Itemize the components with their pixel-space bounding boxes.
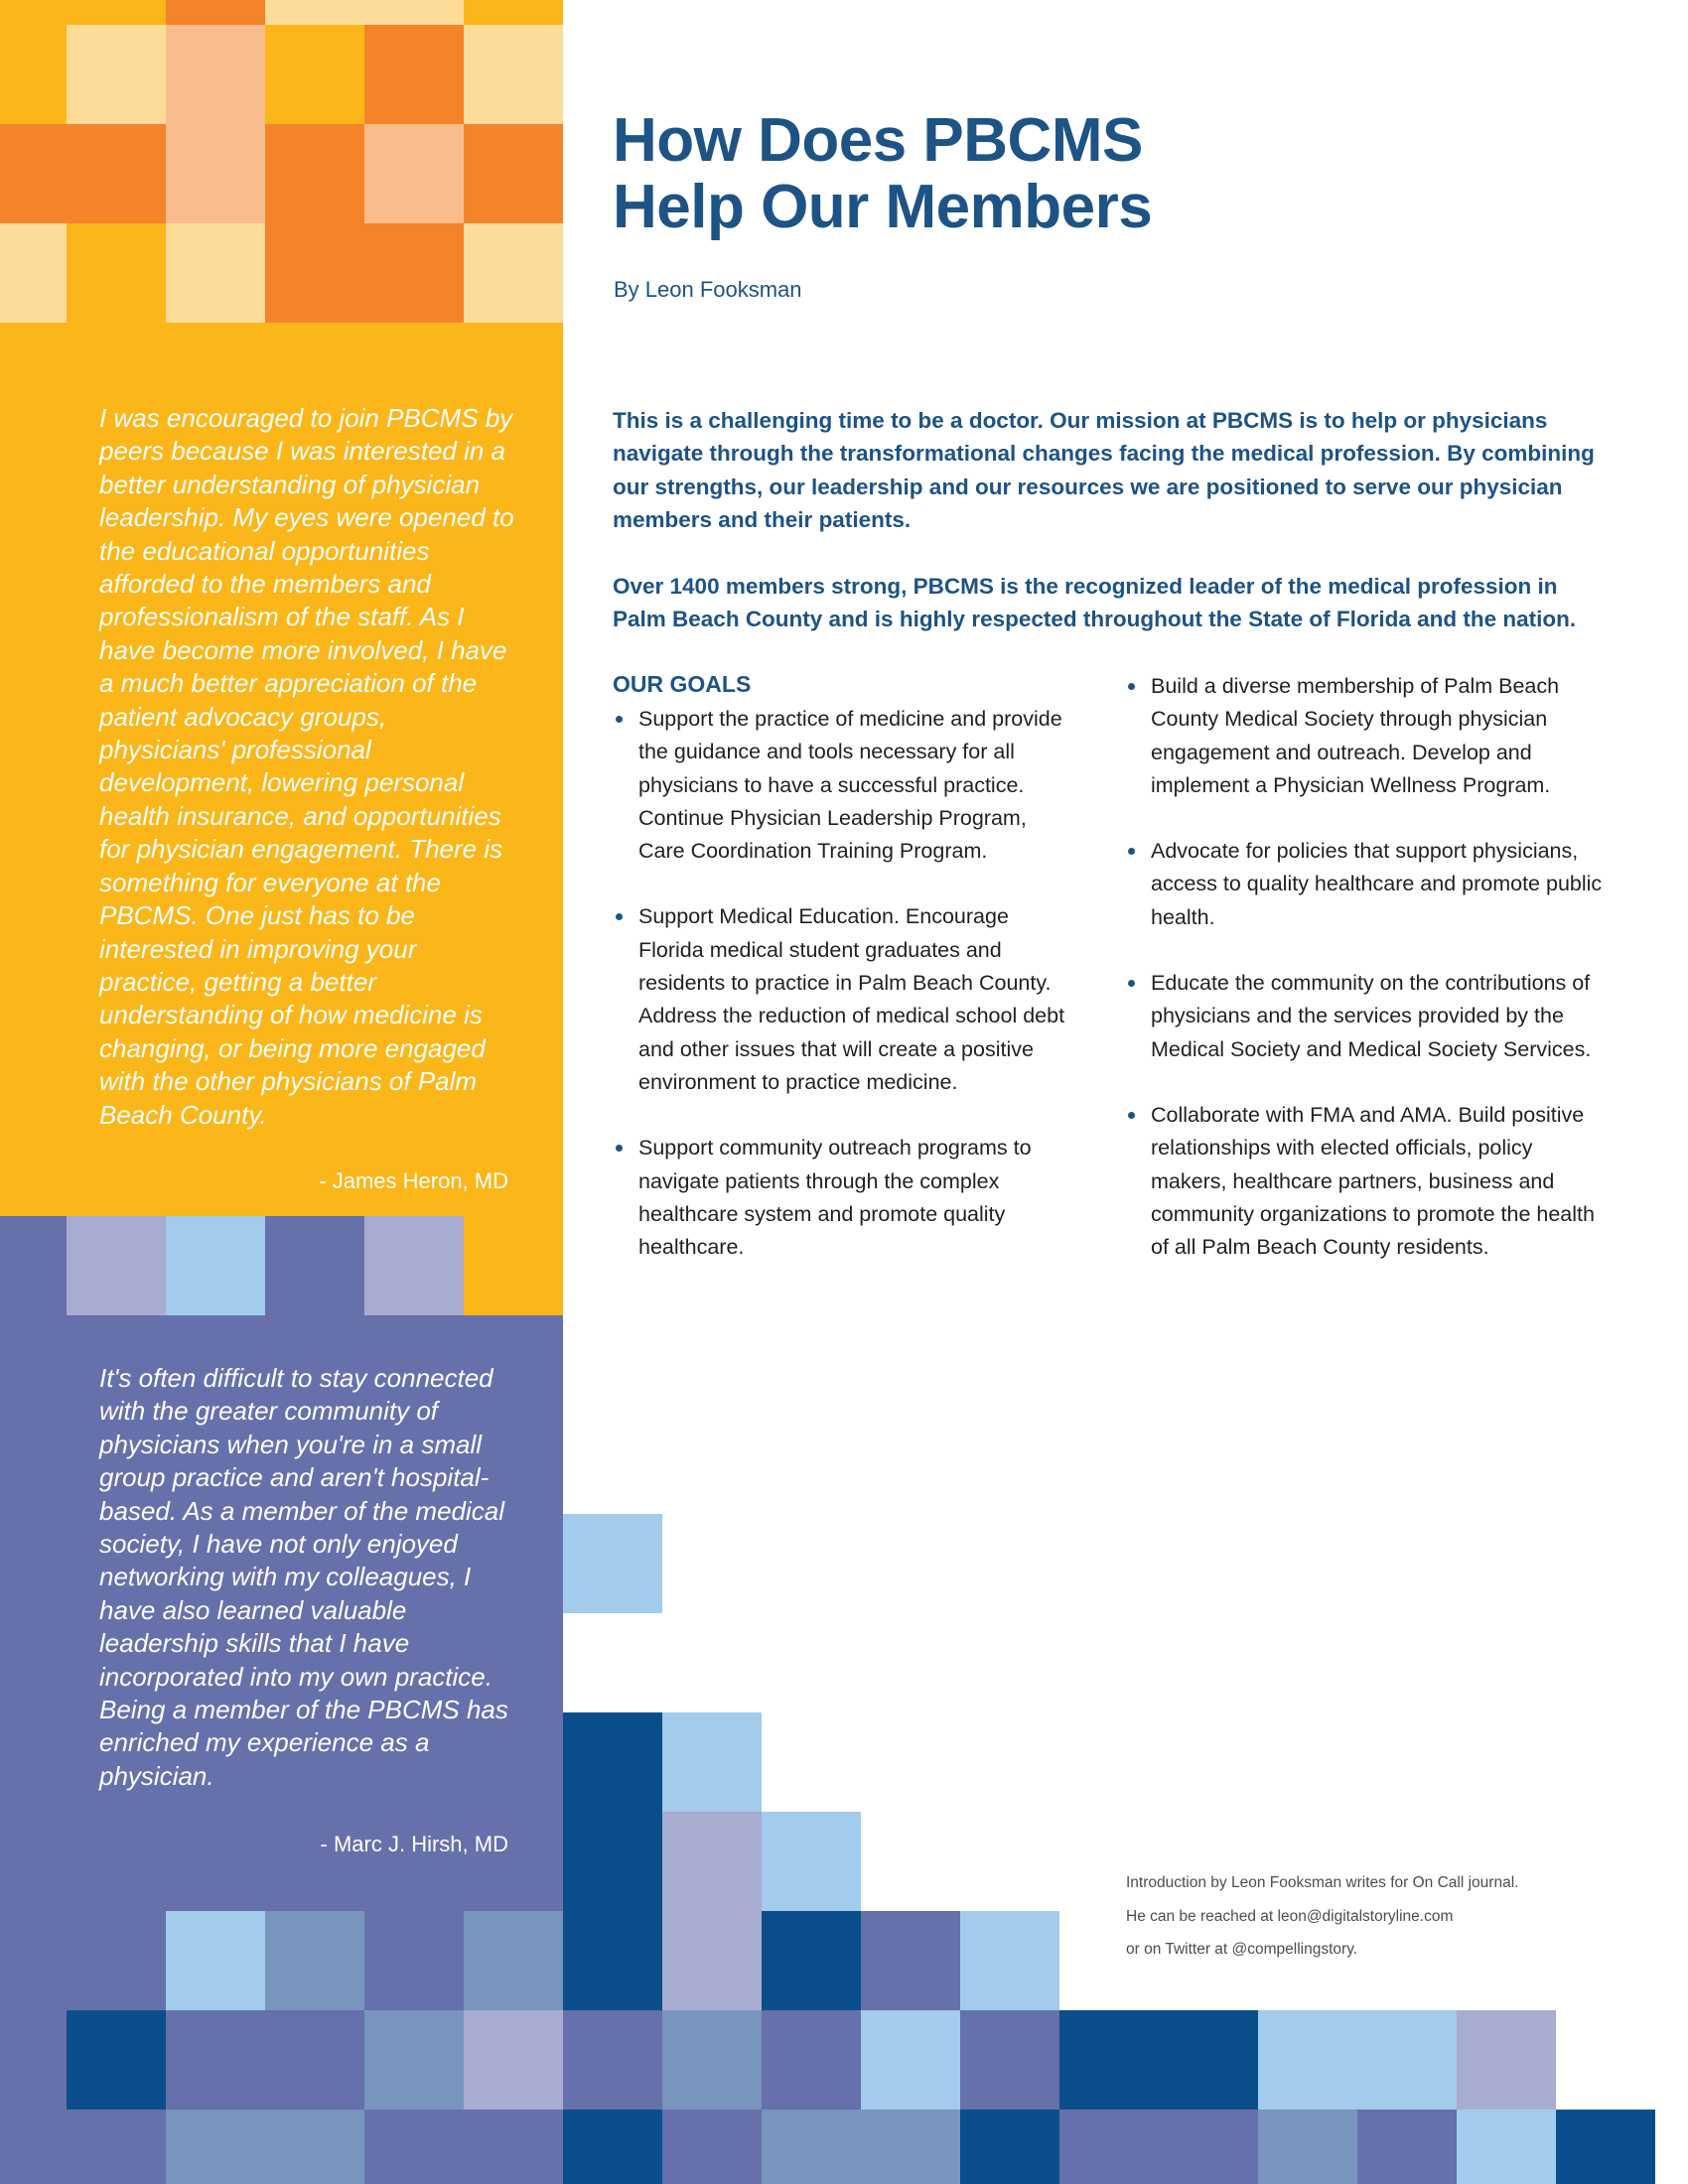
goal-text: Support the practice of medicine and provide the guidance and tools necessary for all physicians to have a successful practice. Continue Physician Leadership Program, Care Coordination Training Program.: [638, 707, 1062, 864]
bullet-icon: [1128, 1112, 1135, 1119]
testimonial-author-2: - Marc J. Hirsh, MD: [320, 1832, 508, 1856]
testimonial-quote-1: I was encouraged to join PBCMS by peers because I was interested in a better understanding of physician leadership. My eyes were opened to the educational opportunities afforded to the members and professionalism of the staff. As I have become more involved, I have a much better appreciation of the patient advocacy groups, physicians' professional development, lowering personal health insurance, and opportunities for physician engagement. There is something for everyone at the PBCMS. One just has to be interested in improving your practice, getting a better understanding of how medicine is changing, or being more engaged with the other physicians of Palm Beach County.: [99, 403, 514, 1130]
credit-line-3: or on Twitter at @compellingstory.: [1126, 1941, 1358, 1958]
goal-item: [1125, 1099, 1612, 1264]
goal-text: Advocate for policies that support physicians, access to quality healthcare and promote public health.: [1151, 839, 1603, 929]
title-line-2: Help Our Members: [613, 173, 1153, 241]
goal-item: [1125, 967, 1612, 1066]
goal-item: [613, 1132, 1069, 1264]
goal-item: [1125, 835, 1612, 934]
article-title: [613, 107, 1152, 240]
byline: By Leon Fooksman: [614, 277, 802, 302]
bullet-icon: [1128, 848, 1135, 855]
bullet-icon: [1128, 980, 1135, 987]
goal-item: [613, 900, 1069, 1099]
credit-line-2: He can be reached at leon@digitalstoryline.com: [1126, 1907, 1454, 1925]
testimonial-author-1: - James Heron, MD: [319, 1168, 508, 1193]
intro-paragraph-2: Over 1400 members strong, PBCMS is the recognized leader of the medical profession in Palm Beach County and is highly respected throughout the State of Florida and the nation.: [613, 574, 1577, 632]
testimonial-quote-2: It's often difficult to stay connected with the greater community of physicians when you're in a small group practice and aren't hospital-based. As a member of the medical society, I have not only enjoyed networking with my colleagues, I have also learned valuable leadership skills that I have incorporated into my own practice. Being a member of the PBCMS has enriched my experience as a physician.: [99, 1363, 508, 1791]
bullet-icon: [616, 716, 623, 723]
goal-text: Educate the community on the contributions of physicians and the services provided by the Medical Society and Medical Society Services.: [1151, 971, 1592, 1061]
title-line-1: How Does PBCMS: [613, 106, 1143, 175]
goal-text: Support community outreach programs to navigate patients through the complex healthcare system and promote quality healthcare.: [638, 1136, 1032, 1260]
goal-text: Support Medical Education. Encourage Florida medical student graduates and residents to practice in Palm Beach County. Address the reduction of medical school debt and other issues that will create a positive environment to practice medicine.: [638, 904, 1065, 1094]
goal-item: [1125, 670, 1612, 802]
credit-line-1: Introduction by Leon Fooksman writes for On Call journal.: [1126, 1874, 1519, 1891]
goal-text: Build a diverse membership of Palm Beach County Medical Society through physician engagement and outreach. Develop and implement a Physician Wellness Program.: [1151, 674, 1560, 797]
bullet-icon: [616, 1145, 623, 1152]
intro-paragraph-1: This is a challenging time to be a doctor. Our mission at PBCMS is to help or physicians navigate through the transformational changes facing the medical profession. By combining our strengths, our leadership and our resources we are positioned to serve our physician members and their patients.: [613, 408, 1595, 532]
goals-list-column-2: [1125, 670, 1612, 1297]
bullet-icon: [616, 913, 623, 920]
goal-text: Collaborate with FMA and AMA. Build positive relationships with elected officials, policy makers, healthcare partners, business and community organizations to promote the health of all Palm Beach County residents.: [1151, 1102, 1595, 1260]
goals-heading: OUR GOALS: [613, 671, 752, 697]
author-credit: [1126, 1866, 1622, 1967]
goals-list-column-1: [613, 703, 1069, 1297]
bullet-icon: [1128, 683, 1135, 690]
goal-item: [613, 703, 1069, 868]
